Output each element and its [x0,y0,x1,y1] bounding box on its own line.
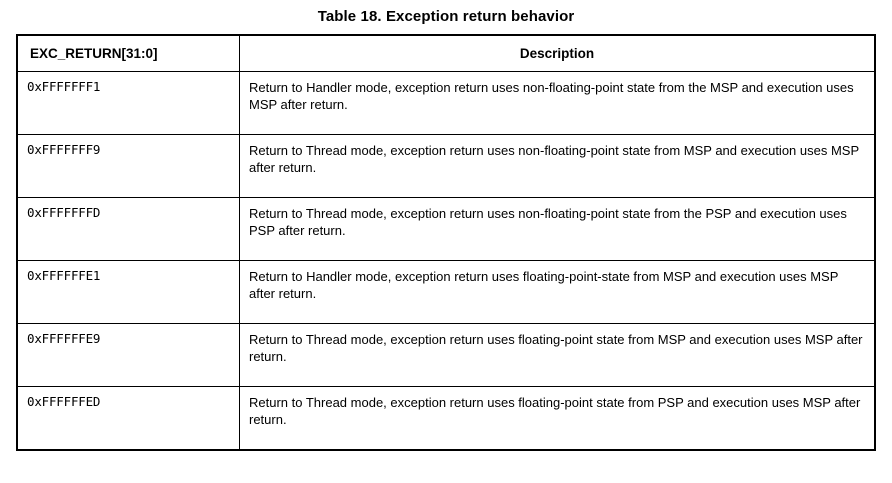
cell-exc-return: 0xFFFFFFFD [17,198,240,261]
table-row [17,261,875,324]
table-row [17,135,875,198]
cell-exc-return: 0xFFFFFFE9 [17,324,240,387]
table-row [17,324,875,387]
column-header-exc-return: EXC_RETURN[31:0] [17,35,240,72]
column-header-description: Description [240,35,876,72]
table-header [17,35,875,72]
cell-description: Return to Thread mode, exception return uses non-floating-point state from the PSP and execution uses PSP after return. [240,198,876,261]
cell-exc-return: 0xFFFFFFF1 [17,72,240,135]
table-row [17,198,875,261]
document-page [0,8,892,483]
cell-exc-return: 0xFFFFFFE1 [17,261,240,324]
cell-description: Return to Thread mode, exception return uses floating-point state from PSP and execution uses MSP after return. [240,387,876,451]
table-row [17,72,875,135]
table-header-row [17,35,875,72]
cell-description: Return to Handler mode, exception return uses non-floating-point state from the MSP and execution uses MSP after return. [240,72,876,135]
table-title: Table 18. Exception return behavior [317,8,575,25]
cell-exc-return: 0xFFFFFFED [17,387,240,451]
cell-description: Return to Handler mode, exception return uses floating-point-state from MSP and execution uses MSP after return. [240,261,876,324]
cell-exc-return: 0xFFFFFFF9 [17,135,240,198]
table-body [17,72,875,451]
table-row [17,387,875,451]
exception-return-behavior-table [16,34,876,451]
cell-description: Return to Thread mode, exception return uses non-floating-point state from MSP and execution uses MSP after return. [240,135,876,198]
cell-description: Return to Thread mode, exception return uses floating-point state from MSP and execution uses MSP after return. [240,324,876,387]
